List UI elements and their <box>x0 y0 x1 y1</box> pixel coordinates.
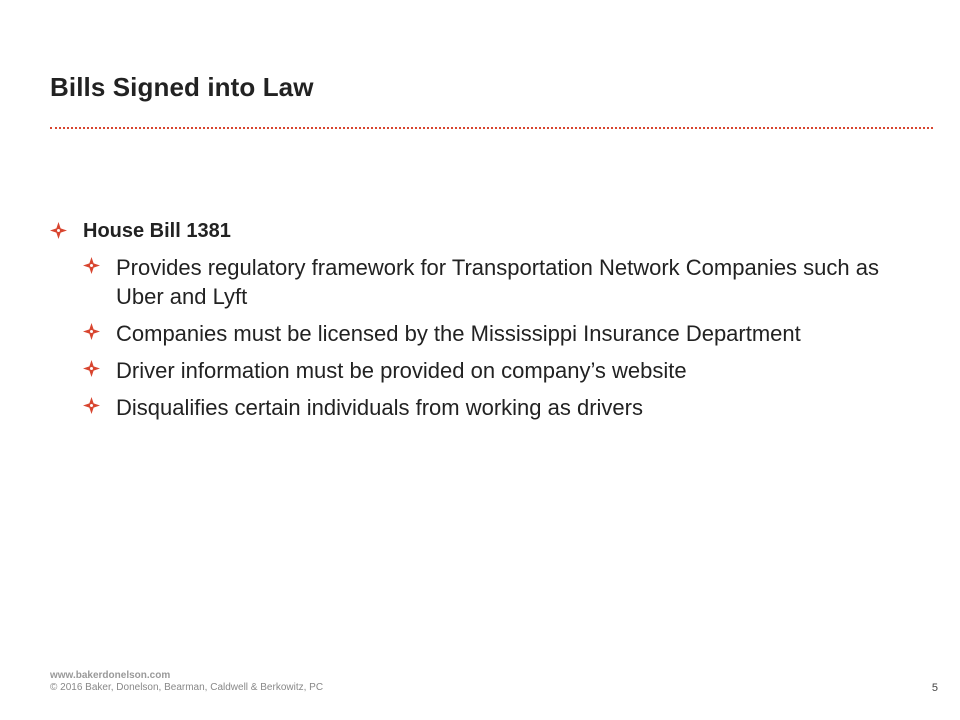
four-petal-star-icon <box>83 397 100 414</box>
sub-bullet-text: Disqualifies certain individuals from working as drivers <box>116 395 643 420</box>
bullet-item-house-bill <box>50 218 890 245</box>
footer <box>50 670 323 694</box>
bill-heading: House Bill 1381 <box>83 220 231 242</box>
slide-title: Bills Signed into Law <box>50 72 314 102</box>
four-petal-star-icon <box>50 222 67 239</box>
footer-copyright: © 2016 Baker, Donelson, Bearman, Caldwell & Berkowitz, PC <box>50 682 324 693</box>
bullet-list <box>50 218 890 430</box>
sub-bullet-text: Provides regulatory framework for Transportation Network Companies such as Uber and Lyft <box>116 255 879 309</box>
sub-bullet-item <box>50 253 890 311</box>
footer-url[interactable]: www.bakerdonelson.com <box>50 670 171 681</box>
four-petal-star-icon <box>83 257 100 274</box>
sub-bullet-text: Companies must be licensed by the Mississippi Insurance Department <box>116 321 801 346</box>
four-petal-star-icon <box>83 323 100 340</box>
title-divider <box>50 127 933 129</box>
four-petal-star-icon <box>83 360 100 377</box>
sub-bullet-item <box>50 393 890 422</box>
sub-bullet-item <box>50 356 890 385</box>
sub-bullet-item <box>50 319 890 348</box>
page-number: 5 <box>931 682 938 694</box>
sub-bullet-text: Driver information must be provided on company’s website <box>116 358 687 383</box>
